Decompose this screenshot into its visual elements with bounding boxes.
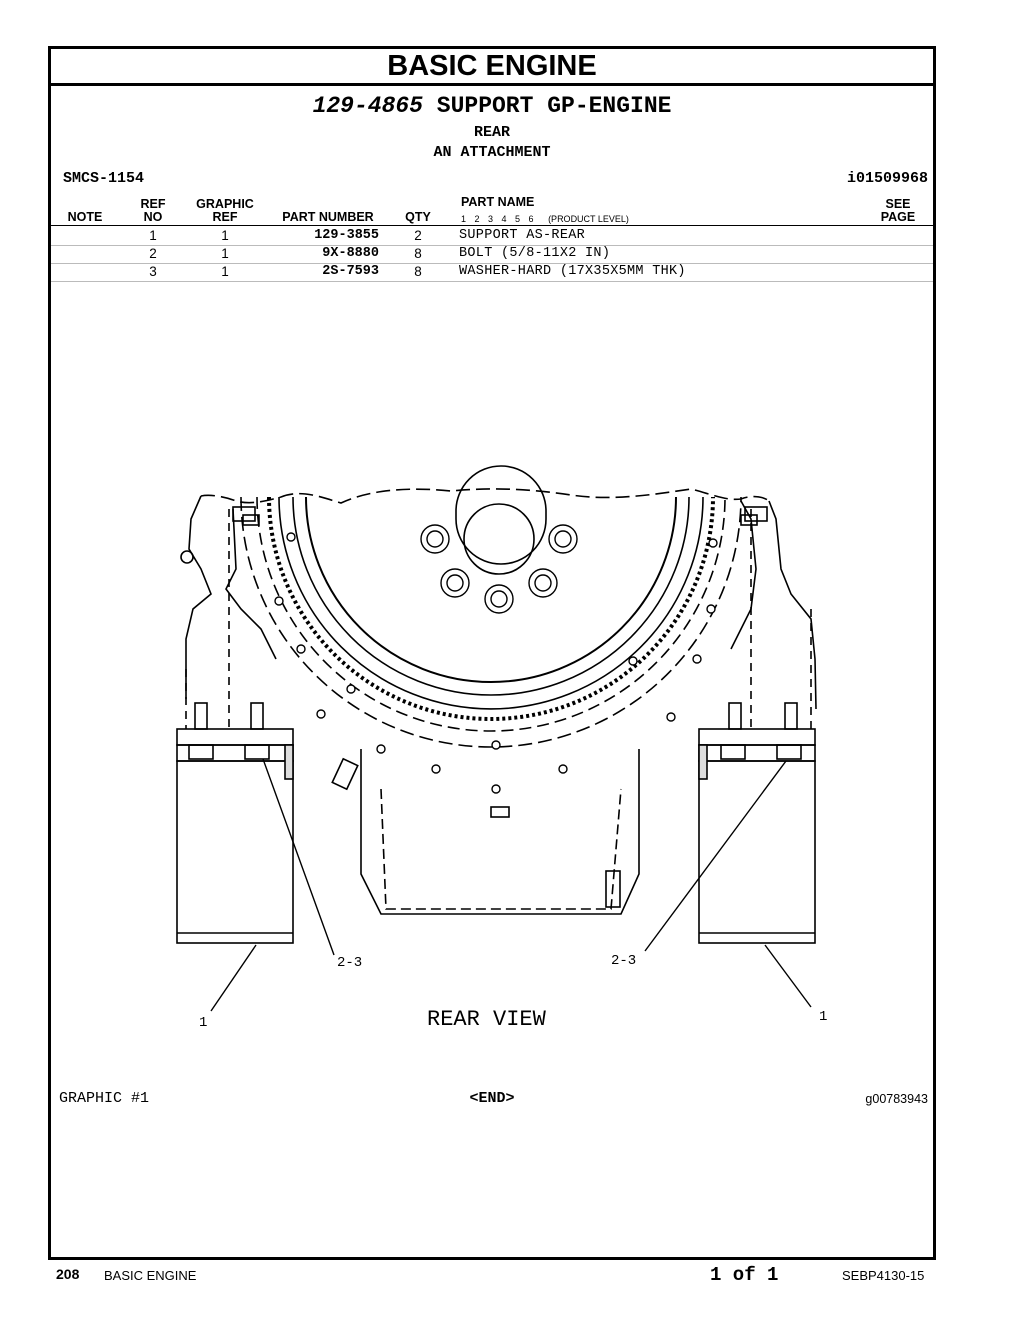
page-of: 1 of 1 [710, 1264, 779, 1286]
graphic-label: GRAPHIC #1 [59, 1090, 150, 1107]
callout-1-left: 1 [199, 1015, 208, 1031]
col-ref-no-line1: REF [140, 197, 166, 211]
doc-number: SEBP4130-15 [842, 1268, 925, 1283]
part-name: BOLT (5/8-11X2 IN) [459, 246, 611, 261]
group-name: SUPPORT GP-ENGINE [436, 93, 672, 119]
footer-section: BASIC ENGINE [104, 1268, 197, 1283]
page-number: 208 [56, 1266, 80, 1282]
product-level-numbers: 1 2 3 4 5 6 [461, 214, 534, 224]
col-see-page-line2: PAGE [880, 210, 916, 224]
group-subtitle-rear: REAR [473, 124, 510, 141]
ref-no: 1 [149, 228, 157, 243]
callout-2-3-left: 2-3 [337, 955, 363, 971]
smcs-code: SMCS-1154 [63, 170, 145, 187]
view-label: REAR VIEW [427, 1007, 546, 1032]
callout-1-right: 1 [819, 1009, 828, 1025]
col-ref-no-line2: NO [143, 210, 163, 224]
col-part-number: PART NUMBER [282, 210, 374, 224]
part-number: 129-3855 [314, 228, 379, 243]
section-title: BASIC ENGINE [51, 49, 933, 86]
illustration-id: i01509968 [846, 170, 928, 187]
col-qty: QTY [405, 210, 431, 224]
part-name: WASHER-HARD (17X35X5MM THK) [459, 264, 686, 279]
ref-no: 3 [149, 264, 157, 279]
col-graphic-ref-line2: REF [212, 210, 238, 224]
graphic-ref: 1 [221, 246, 229, 261]
group-part-number: 129-4865 [312, 93, 423, 119]
qty: 8 [414, 264, 422, 279]
part-number: 2S-7593 [322, 264, 379, 279]
qty: 8 [414, 246, 422, 261]
col-part-name: PART NAME [461, 195, 535, 209]
end-marker: <END> [469, 1090, 515, 1107]
col-note: NOTE [67, 210, 103, 224]
callout-2-3-right: 2-3 [611, 953, 637, 969]
col-see-page-line1: SEE [885, 197, 911, 211]
ref-no: 2 [149, 246, 157, 261]
group-subtitle-attachment: AN ATTACHMENT [433, 144, 551, 161]
graphic-ref: 1 [221, 228, 229, 243]
engine-rear-view-drawing [51, 49, 933, 1049]
graphic-id: g00783943 [865, 1092, 928, 1106]
qty: 2 [414, 228, 422, 243]
part-name: SUPPORT AS-REAR [459, 228, 586, 243]
product-level-label: (PRODUCT LEVEL) [548, 214, 629, 224]
page-frame [48, 46, 936, 1260]
col-graphic-ref-line1: GRAPHIC [196, 197, 254, 211]
part-number: 9X-8880 [322, 246, 379, 261]
graphic-ref: 1 [221, 264, 229, 279]
